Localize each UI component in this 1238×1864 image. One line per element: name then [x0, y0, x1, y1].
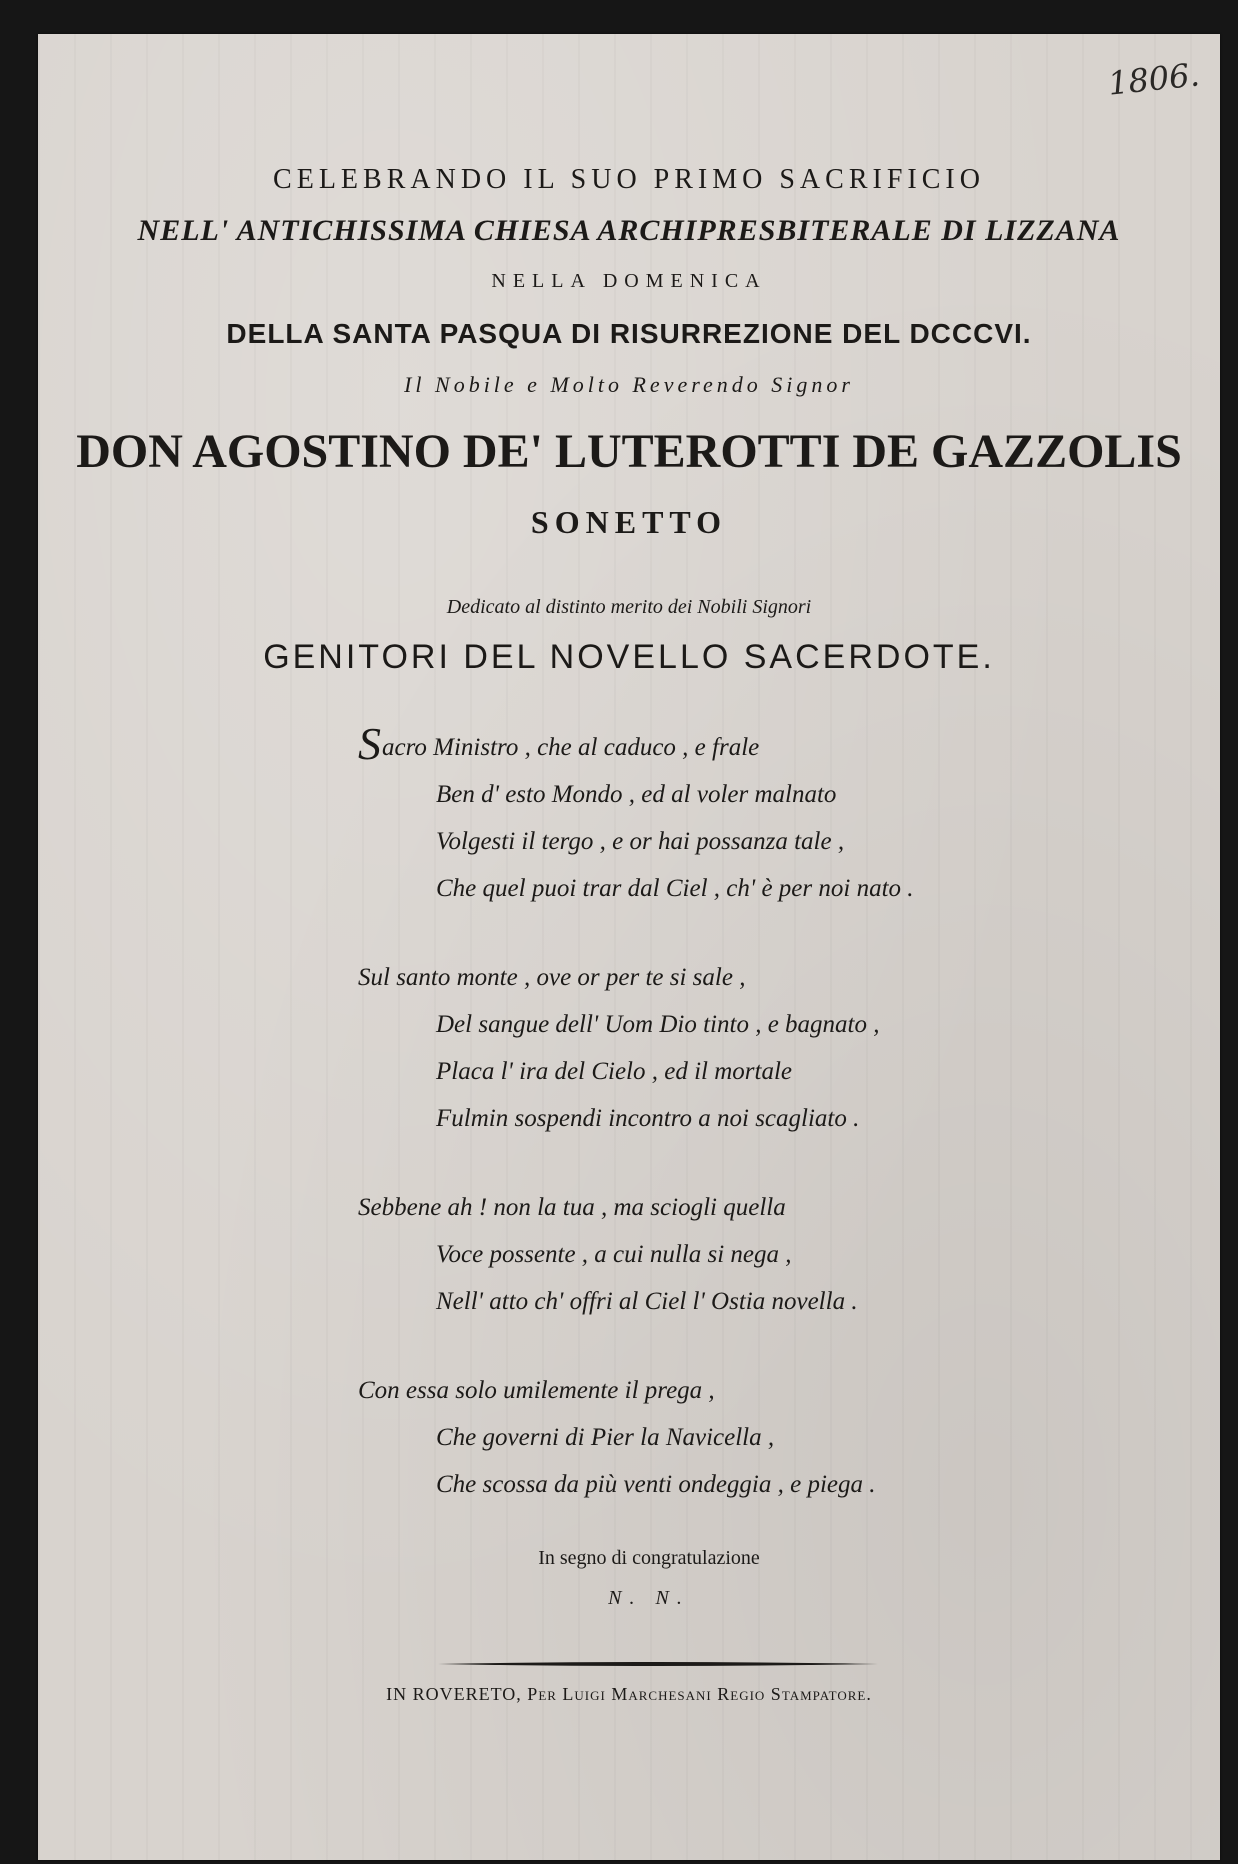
dedication-line: Dedicato al distinto merito dei Nobili Signori: [446, 596, 812, 618]
heading-line-4: DELLA SANTA PASQUA DI RISURREZIONE DEL DCCCVI.: [226, 318, 1032, 349]
poem-line: Nell' atto ch' offri al Ciel l' Ostia novella .: [436, 1288, 858, 1315]
printer-imprint: IN ROVERETO, Per Luigi Marchesani Regio Stampatore.: [386, 1684, 872, 1704]
stanza-4: [358, 1367, 978, 1508]
stanza-1: [358, 718, 978, 912]
poem-line: Placa l' ira del Cielo , ed il mortale: [436, 1058, 792, 1085]
poem-line: Che quel puoi trar dal Ciel , ch' è per noi nato .: [436, 875, 914, 902]
poem-line: Con essa solo umilemente il prega ,: [358, 1377, 715, 1404]
poem-line: Che governi di Pier la Navicella ,: [436, 1424, 775, 1451]
poem-line: Sacro Ministro , che al caduco , e frale: [358, 718, 760, 769]
dedicatees: GENITORI DEL NOVELLO SACERDOTE.: [263, 638, 995, 676]
congratulation-line: In segno di congratulazione: [538, 1547, 760, 1569]
poem-line: Sebbene ah ! non la tua , ma sciogli quella: [358, 1194, 786, 1221]
sonnet-body: [358, 718, 978, 1550]
stanza-3: [358, 1184, 978, 1325]
poem-line: Volgesti il tergo , e or hai possanza tale ,: [436, 828, 845, 855]
poem-line: Che scossa da più venti ondeggia , e piega .: [436, 1471, 876, 1498]
handwritten-year: 1806.: [1106, 55, 1202, 103]
poem-line: Del sangue dell' Uom Dio tinto , e bagnato ,: [436, 1011, 880, 1038]
genre-title: SONETTO: [530, 504, 728, 540]
author-initials: N. N.: [608, 1587, 690, 1609]
stanza-2: [358, 954, 978, 1142]
poem-line: Sul santo monte , ove or per te si sale ,: [358, 964, 746, 991]
document-page: [38, 34, 1220, 1860]
ornamental-rule: [438, 1661, 878, 1667]
heading-line-3: NELLA DOMENICA: [491, 270, 767, 292]
drop-cap: S: [358, 718, 381, 769]
heading-line-1: CELEBRANDO IL SUO PRIMO SACRIFICIO: [273, 164, 985, 195]
poem-line: Voce possente , a cui nulla si nega ,: [436, 1241, 792, 1268]
heading-line-5: Il Nobile e Molto Reverendo Signor: [404, 372, 854, 397]
poem-line: Fulmin sospendi incontro a noi scagliato .: [436, 1105, 860, 1132]
honoree-name: DON AGOSTINO DE' LUTEROTTI DE GAZZOLIS: [76, 425, 1182, 478]
poem-line: Ben d' esto Mondo , ed al voler malnato: [436, 781, 837, 808]
heading-line-2: NELL' ANTICHISSIMA CHIESA ARCHIPRESBITERALE DI LIZZANA: [137, 214, 1121, 247]
